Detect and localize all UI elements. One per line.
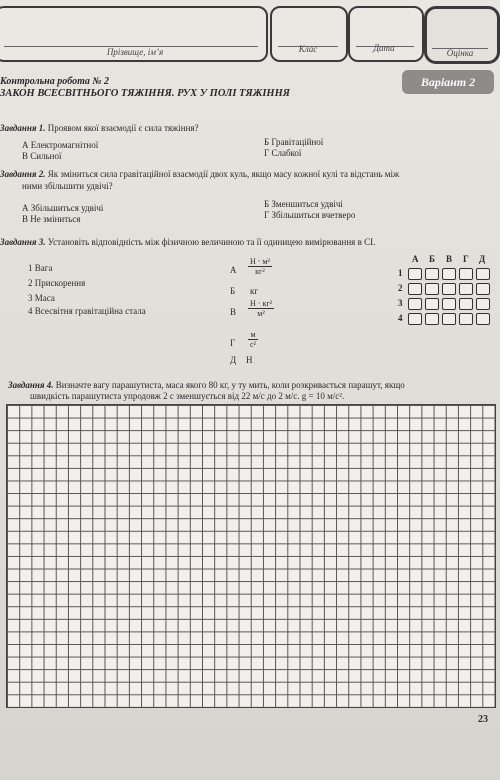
answer-checkbox[interactable] bbox=[408, 268, 422, 280]
task3-item-3: 3 Маса bbox=[28, 293, 55, 303]
unit-b-text: кг bbox=[250, 286, 259, 296]
task2-option-g[interactable]: Г Збільшиться вчетверо bbox=[264, 210, 356, 220]
task4-question bbox=[8, 380, 405, 391]
task3-question bbox=[0, 237, 375, 248]
class-field-label: Клас bbox=[298, 44, 318, 54]
variant-badge: Варіант 2 bbox=[402, 70, 494, 94]
task2-text-line2: ними збільшити удвічі? bbox=[22, 181, 113, 191]
answer-col-d: Д bbox=[479, 254, 486, 264]
task1-option-v[interactable]: В Сильної bbox=[22, 151, 62, 161]
unit-g-fraction bbox=[248, 330, 258, 349]
answer-checkbox[interactable] bbox=[425, 313, 439, 325]
unit-v-letter: В bbox=[230, 307, 237, 317]
unit-a-letter: А bbox=[230, 265, 237, 275]
task3-label: Завдання 3. bbox=[0, 237, 46, 247]
task1-label: Завдання 1. bbox=[0, 123, 46, 133]
unit-v-fraction bbox=[248, 299, 274, 318]
task1-text: Проявом якої взаємодії є сила тяжіння? bbox=[47, 123, 199, 133]
test-topic: ЗАКОН ВСЕСВІТНЬОГО ТЯЖІННЯ. РУХ У ПОЛІ ТЯЖІННЯ bbox=[0, 88, 291, 99]
page-number: 23 bbox=[478, 714, 488, 725]
task2-question bbox=[0, 169, 399, 180]
answer-checkbox[interactable] bbox=[459, 298, 473, 310]
answer-col-b: Б bbox=[429, 254, 435, 264]
answer-checkbox[interactable] bbox=[476, 268, 490, 280]
task3-item-1: 1 Вага bbox=[28, 263, 53, 273]
task3-item-2: 2 Прискорення bbox=[28, 278, 86, 288]
task4-label: Завдання 4. bbox=[8, 380, 54, 390]
answer-row-2: 2 bbox=[398, 283, 403, 293]
answer-col-a: А bbox=[412, 254, 419, 264]
answer-row-4: 4 bbox=[398, 313, 403, 323]
unit-v-denominator: м² bbox=[257, 309, 265, 318]
task3-item-4: 4 Всесвітня гравітаційна стала bbox=[28, 306, 146, 316]
answer-checkbox[interactable] bbox=[425, 298, 439, 310]
answer-checkbox[interactable] bbox=[442, 313, 456, 325]
answer-col-g: Г bbox=[463, 254, 469, 264]
unit-a-fraction bbox=[248, 257, 272, 276]
answer-checkbox[interactable] bbox=[425, 268, 439, 280]
answer-checkbox[interactable] bbox=[476, 313, 490, 325]
answer-checkbox[interactable] bbox=[459, 313, 473, 325]
answer-col-v: В bbox=[446, 254, 453, 264]
answer-checkbox[interactable] bbox=[459, 268, 473, 280]
date-field-box[interactable] bbox=[348, 6, 424, 62]
graph-paper-answer-area[interactable] bbox=[6, 404, 496, 708]
name-field-label: Прізвище, ім’я bbox=[106, 47, 164, 57]
unit-g-letter: Г bbox=[230, 338, 236, 348]
unit-g-numerator: м bbox=[248, 330, 258, 340]
answer-checkbox[interactable] bbox=[425, 283, 439, 295]
unit-d-text: Н bbox=[246, 355, 253, 365]
answer-checkbox[interactable] bbox=[408, 313, 422, 325]
answer-checkbox[interactable] bbox=[476, 283, 490, 295]
task1-option-a[interactable]: А Електромагнітної bbox=[22, 140, 99, 150]
task4-text-line2: швидкість парашутиста упродовж 2 с зменшується від 22 м/с до 2 м/с. g = 10 м/с². bbox=[30, 391, 345, 401]
answer-checkbox[interactable] bbox=[476, 298, 490, 310]
grade-field-label: Оцінка bbox=[446, 48, 474, 58]
unit-a-numerator: Н · м² bbox=[250, 257, 270, 266]
test-title: Контрольна робота № 2 bbox=[0, 76, 110, 87]
answer-checkbox[interactable] bbox=[442, 268, 456, 280]
answer-checkbox[interactable] bbox=[442, 298, 456, 310]
unit-a-denominator: кг² bbox=[255, 267, 265, 276]
answer-checkbox[interactable] bbox=[459, 283, 473, 295]
task2-option-b[interactable]: Б Зменшиться удвічі bbox=[264, 199, 343, 209]
task1-option-b[interactable]: Б Гравітаційної bbox=[264, 137, 324, 147]
date-field-label: Дата bbox=[373, 43, 395, 53]
task2-option-a[interactable]: А Збільшиться удвічі bbox=[22, 203, 104, 213]
task2-option-v[interactable]: В Не зміниться bbox=[22, 214, 81, 224]
answer-checkbox[interactable] bbox=[408, 283, 422, 295]
task2-label: Завдання 2. bbox=[0, 169, 46, 179]
task2-text-line1: Як зміниться сила гравітаційної взаємодії двох куль, якщо масу кожної кулі та відстань між bbox=[47, 169, 400, 179]
unit-v-numerator: Н · кг² bbox=[250, 299, 273, 308]
unit-b-letter: Б bbox=[230, 286, 236, 296]
task4-text-line1: Визначте вагу парашутиста, маса якого 80 кг, у ту мить, коли розкривається парашут, якщо bbox=[55, 380, 405, 390]
unit-d-letter: Д bbox=[230, 355, 237, 365]
answer-checkbox[interactable] bbox=[408, 298, 422, 310]
task1-option-g[interactable]: Г Слабкої bbox=[264, 148, 302, 158]
answer-checkbox[interactable] bbox=[442, 283, 456, 295]
unit-g-denominator: с² bbox=[250, 340, 256, 349]
answer-row-1: 1 bbox=[398, 268, 403, 278]
answer-row-3: 3 bbox=[398, 298, 403, 308]
task1-question bbox=[0, 123, 199, 134]
task3-text: Установіть відповідність між фізичною величиною та її одиницею вимірювання в СІ. bbox=[47, 237, 376, 247]
